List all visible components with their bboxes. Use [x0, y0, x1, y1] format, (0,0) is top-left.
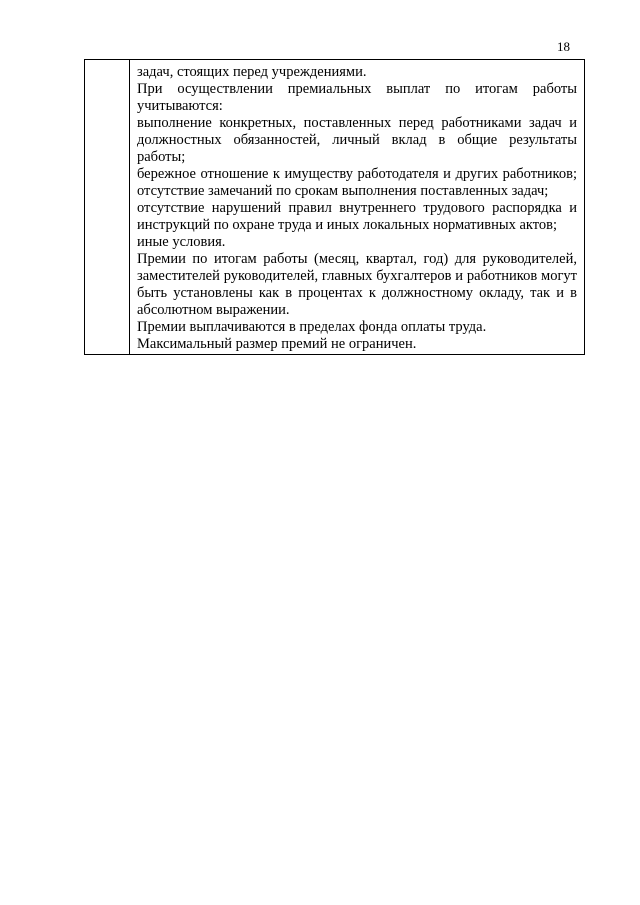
table-cell-text [130, 60, 585, 355]
table-cell-left [85, 60, 130, 355]
content-table [84, 59, 585, 355]
paragraph-7: Премии по итогам работы (месяц, квартал, год) для руководителей, заместителей руководителей, главных бухгалтеров и работников могут быть установлены как в процентах к должностному окладу, так и в абсолютном выражении. [137, 251, 577, 318]
page-number: 18 [557, 39, 570, 54]
paragraph-6: иные условия. [137, 234, 226, 250]
paragraph-5: отсутствие нарушений правил внутреннего трудового распорядка и инструкций по охране труда и иных локальных нормативных актов; [137, 200, 577, 233]
paragraph-8: Премии выплачиваются в пределах фонда оплаты труда. [137, 319, 487, 335]
paragraph-4: бережное отношение к имуществу работодателя и других работников; отсутствие замечаний по срокам выполнения поставленных задач; [137, 166, 577, 199]
paragraph-9: Максимальный размер премий не ограничен. [137, 336, 417, 352]
paragraph-1: задач, стоящих перед учреждениями. [137, 64, 367, 80]
paragraph-2: При осуществлении премиальных выплат по итогам работы учитываются: [137, 81, 577, 114]
table-row [85, 60, 585, 355]
paragraph-3: выполнение конкретных, поставленных перед работниками задач и должностных обязанностей, личный вклад в общие результаты работы; [137, 115, 577, 165]
